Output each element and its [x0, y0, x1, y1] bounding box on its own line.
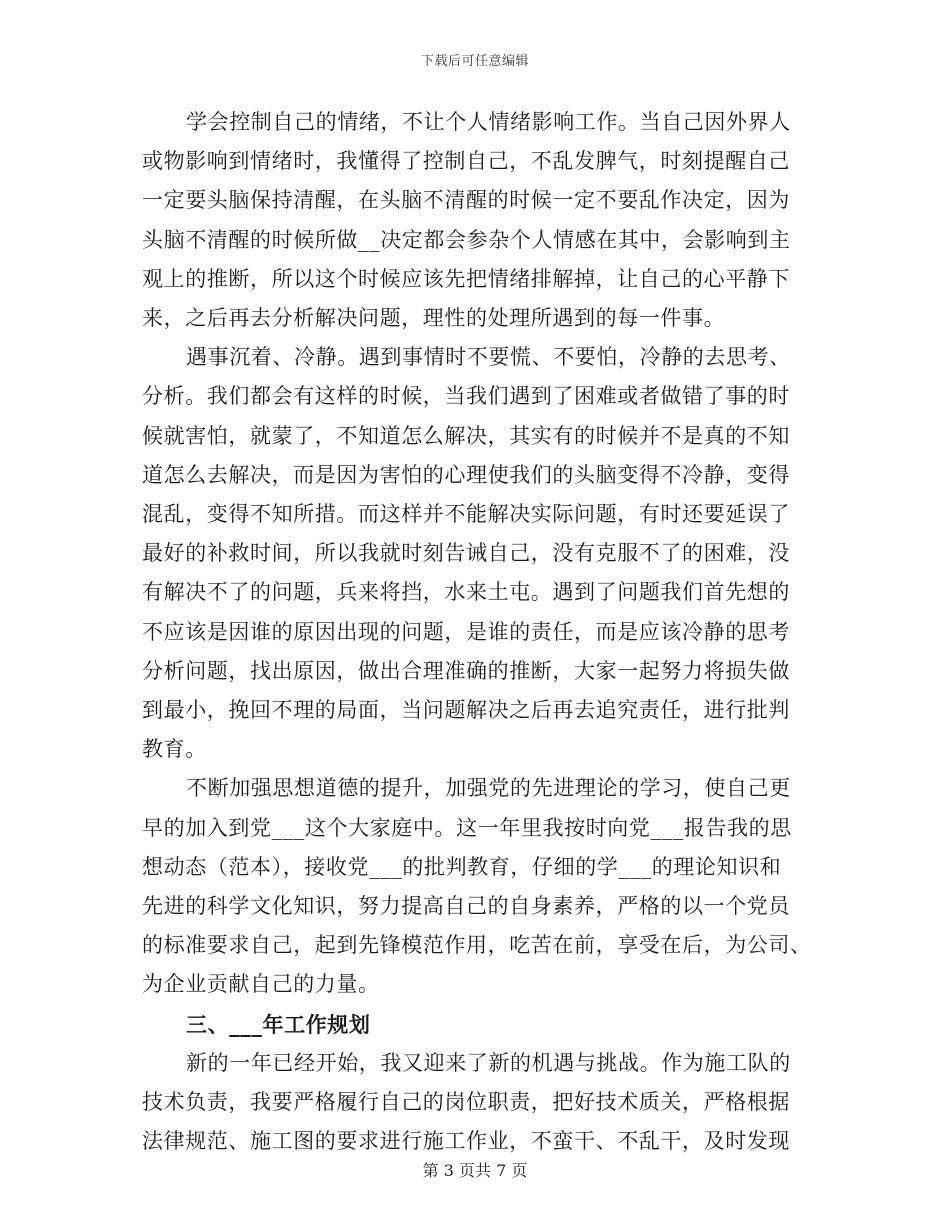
text-line: 新的一年已经开始，我又迎来了新的机遇与挑战。作为施工队的: [186, 1050, 791, 1075]
text-line: 不断加强思想道德的提升，加强党的先进理论的学习，使自己更: [186, 776, 791, 801]
text-line: 来，之后再去分析解决问题，理性的处理所遇到的每一件事。: [142, 306, 726, 331]
text-line: 道怎么去解决，而是因为害怕的心理使我们的头脑变得不冷静，变得: [142, 462, 790, 487]
text-line: 遇事沉着、冷静。遇到事情时不要慌、不要怕，冷静的去思考、: [186, 345, 791, 370]
text-line: 不应该是因谁的原因出现的问题，是谁的责任，而是应该冷静的思考: [142, 619, 790, 644]
text-line: 一定要头脑保持清醒，在头脑不清醒的时候一定不要乱作决定，因为: [142, 188, 790, 213]
text-line: 的标准要求自己，起到先锋模范作用，吃苦在前，享受在后，为公司、: [142, 933, 812, 958]
text-line: 为企业贡献自己的力量。: [142, 972, 380, 997]
text-line: 分析。我们都会有这样的时候，当我们遇到了困难或者做错了事的时: [142, 384, 790, 409]
text-line: 观上的推断，所以这个时候应该先把情绪排解掉，让自己的心平静下: [142, 266, 790, 291]
document-body: [142, 103, 812, 1161]
text-line: 到最小，挽回不理的局面，当问题解决之后再去追究责任，进行批判: [142, 698, 790, 723]
text-line: 教育。: [142, 737, 207, 762]
page-footer: 第 3 页共 7 页: [422, 1161, 528, 1180]
text-line: 候就害怕，就蒙了，不知道怎么解决，其实有的时候并不是真的不知: [142, 423, 790, 448]
text-line: 法律规范、施工图的要求进行施工作业，不蛮干、不乱干，及时发现: [142, 1129, 790, 1154]
text-line: 混乱，变得不知所措。而这样并不能解决实际问题，有时还要延误了: [142, 502, 790, 527]
text-line: 最好的补救时间，所以我就时刻告诫自己，没有克服不了的困难，没: [142, 541, 790, 566]
text-line: 有解决不了的问题，兵来将挡，水来土屯。遇到了问题我们首先想的: [142, 580, 790, 605]
text-line: 学会控制自己的情绪，不让个人情绪影响工作。当自己因外界人: [186, 110, 791, 134]
page-header: 下载后可任意编辑: [420, 54, 529, 69]
paragraph-ideology: [142, 769, 812, 1004]
text-line: 技术负责，我要严格履行自己的岗位职责，把好技术质关，严格根据: [142, 1090, 790, 1115]
paragraph-work-plan: [142, 1044, 802, 1162]
text-line: 早的加入到党___这个大家庭中。这一年里我按时向党___报告我的思: [142, 815, 792, 840]
text-line: 想动态（范本），接收党___的批判教育，仔细的学___的理论知识和: [142, 854, 782, 879]
paragraph-emotion-control: [142, 103, 802, 338]
paragraph-calm: [142, 338, 802, 769]
text-line: 或物影响到情绪时，我懂得了控制自己，不乱发脾气，时刻提醒自己: [142, 149, 790, 174]
text-line: 先进的科学文化知识，努力提高自己的自身素养，严格的以一个党员: [142, 894, 790, 919]
section-heading: 三、___年工作规划: [186, 1011, 371, 1037]
text-line: 头脑不清醒的时候所做__决定都会参杂个人情感在其中，会影响到主: [142, 227, 791, 252]
text-line: 分析问题，找出原因，做出合理准确的推断，大家一起努力将损失做: [142, 658, 790, 683]
